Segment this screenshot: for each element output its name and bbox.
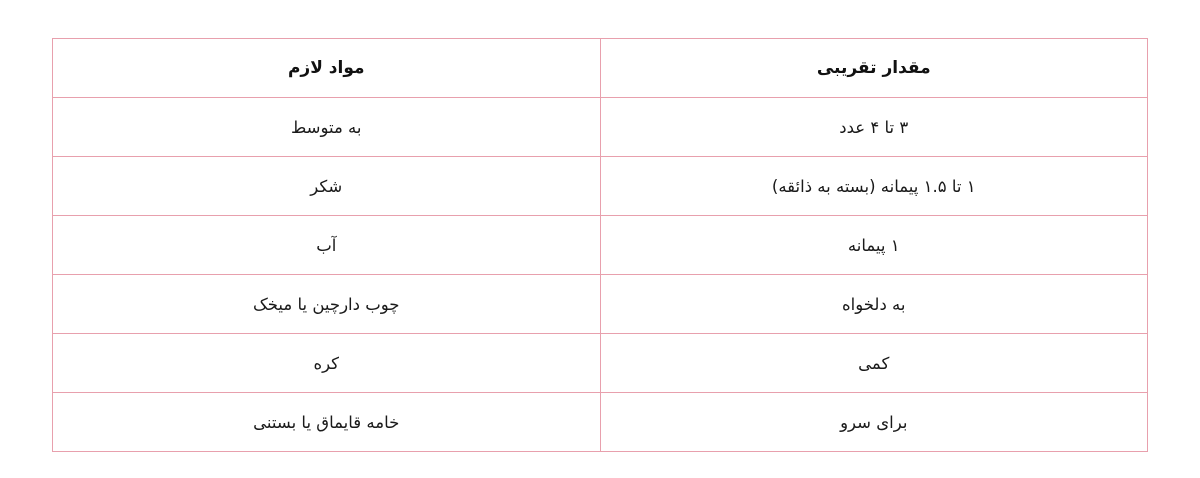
table-header-row bbox=[53, 39, 1148, 98]
cell-name: خامه قایماق یا بستنی bbox=[53, 393, 601, 452]
cell-amount: به دلخواه bbox=[600, 275, 1148, 334]
ingredients-table bbox=[52, 38, 1148, 452]
cell-amount: برای سرو bbox=[600, 393, 1148, 452]
table-header bbox=[53, 39, 1148, 98]
table-row bbox=[53, 275, 1148, 334]
cell-name: آب bbox=[53, 216, 601, 275]
column-header-amount: مقدار تقریبی bbox=[600, 39, 1148, 98]
cell-name: شکر bbox=[53, 157, 601, 216]
table-row bbox=[53, 98, 1148, 157]
table-body bbox=[53, 98, 1148, 452]
table-row bbox=[53, 216, 1148, 275]
cell-amount: ۱ پیمانه bbox=[600, 216, 1148, 275]
cell-amount: ۱ تا ۱.۵ پیمانه (بسته به ذائقه) bbox=[600, 157, 1148, 216]
table-row bbox=[53, 334, 1148, 393]
table-row bbox=[53, 393, 1148, 452]
cell-amount: ۳ تا ۴ عدد bbox=[600, 98, 1148, 157]
cell-name: به متوسط bbox=[53, 98, 601, 157]
cell-name: کره bbox=[53, 334, 601, 393]
cell-amount: کمی bbox=[600, 334, 1148, 393]
cell-name: چوب دارچین یا میخک bbox=[53, 275, 601, 334]
column-header-name: مواد لازم bbox=[53, 39, 601, 98]
table-row bbox=[53, 157, 1148, 216]
